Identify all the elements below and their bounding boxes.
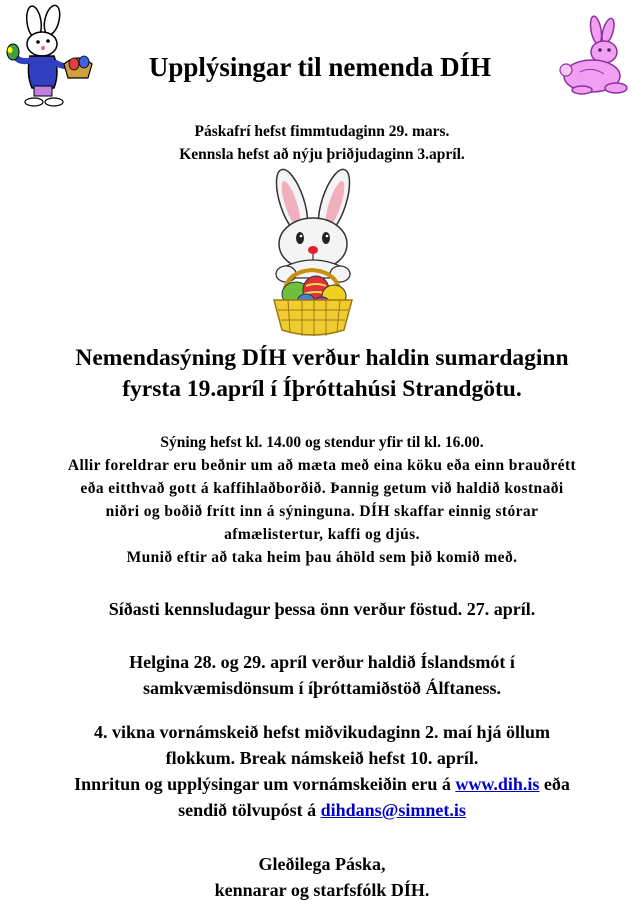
signature-line: kennarar og starfsfólk DÍH. bbox=[214, 880, 430, 900]
classes-resume-line: Kennsla hefst að nýju þriðjudaginn 3.apríl. bbox=[179, 146, 465, 163]
pink-bunny-icon bbox=[554, 14, 640, 96]
details-line-3: eða eitthvað gott á kaffihlaðborðið. Þannig getum við haldið kostnaði bbox=[80, 480, 564, 497]
spring-line-2: flokkum. Break námskeið hefst 10. apríl. bbox=[165, 748, 479, 768]
competition-line-1: Helgina 28. og 29. apríl verður haldið Íslandsmót í bbox=[129, 652, 515, 672]
details-line-4: niðri og boðið frítt inn á sýninguna. DÍH skaffar einnig stórar bbox=[105, 503, 539, 520]
or-text: eða bbox=[539, 774, 570, 794]
spring-line-3 bbox=[0, 771, 644, 797]
competition-notice bbox=[0, 649, 644, 701]
details-line-5: afmælistertur, kaffi og djús. bbox=[224, 526, 420, 543]
easter-break-line: Páskafrí hefst fimmtudaginn 29. mars. bbox=[194, 123, 450, 140]
registration-text: Innritun og upplýsingar um vornámskeiðin eru á bbox=[74, 774, 456, 794]
headline-line-2: fyrsta 19.apríl í Íþróttahúsi Strandgötu. bbox=[122, 376, 522, 402]
details-line-1: Sýning hefst kl. 14.00 og stendur yfir til kl. 16.00. bbox=[160, 434, 484, 451]
details-line-6: Munið eftir að taka heim þau áhöld sem þið komið með. bbox=[126, 549, 518, 566]
show-announcement-heading bbox=[0, 343, 644, 405]
intro-block bbox=[0, 120, 644, 166]
last-day-notice: Síðasti kennsludagur þessa önn verður föstud. 27. apríl. bbox=[108, 599, 536, 619]
email-link[interactable]: dihdans@simnet.is bbox=[320, 800, 466, 820]
email-prompt-text: sendið tölvupóst á bbox=[178, 800, 321, 820]
spring-course-notice bbox=[0, 719, 644, 823]
greeting-line: Gleðilega Páska, bbox=[258, 854, 386, 874]
page-title: Upplýsingar til nemenda DÍH bbox=[148, 52, 492, 82]
spring-line-4 bbox=[0, 797, 644, 823]
show-details bbox=[0, 431, 644, 569]
spring-line-1: 4. vikna vornámskeið hefst miðvikudaginn 2. maí hjá öllum bbox=[93, 722, 551, 742]
signoff bbox=[0, 851, 644, 903]
headline-line-1: Nemendasýning DÍH verður haldin sumardaginn bbox=[75, 345, 569, 371]
details-line-2: Allir foreldrar eru beðnir um að mæta með eina köku eða einn brauðrétt bbox=[67, 457, 577, 474]
website-link[interactable]: www.dih.is bbox=[455, 774, 540, 794]
bunny-with-basket-icon bbox=[4, 4, 104, 108]
easter-bunny-basket-icon bbox=[254, 166, 370, 338]
competition-line-2: samkvæmisdönsum í íþróttamiðstöð Álftaness. bbox=[142, 678, 502, 698]
